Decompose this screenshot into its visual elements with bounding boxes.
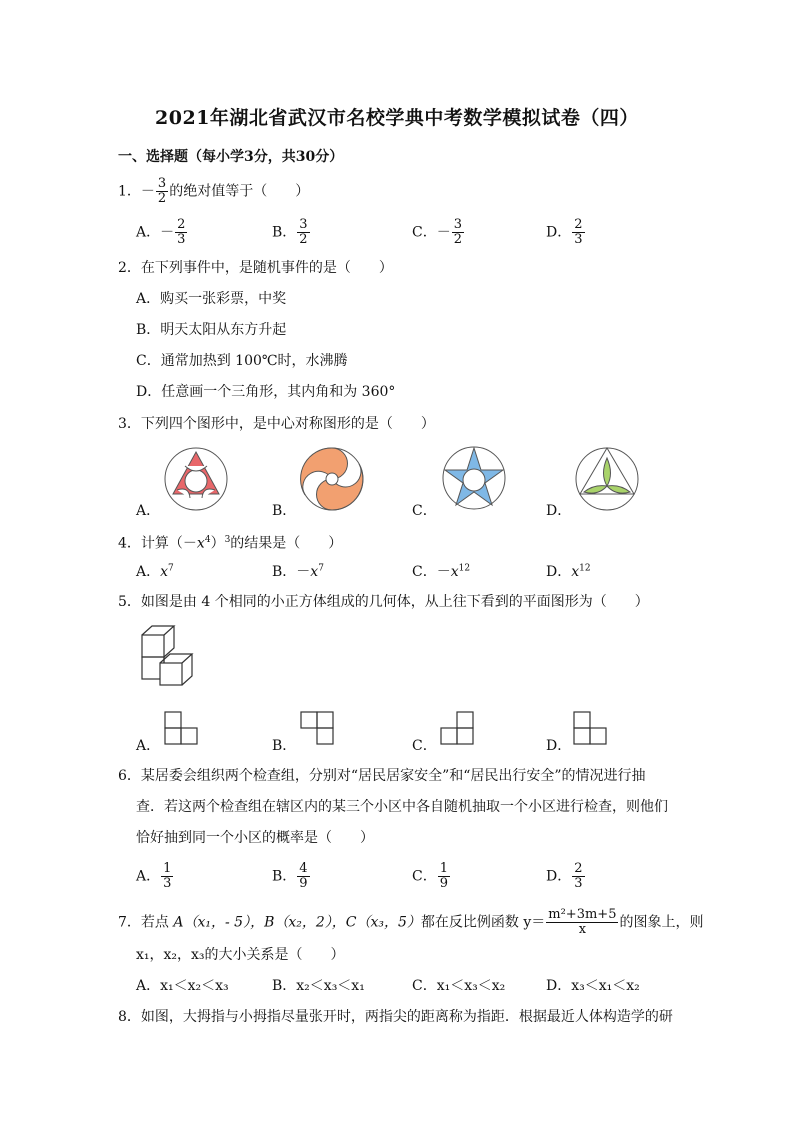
q5-figure-c (440, 711, 474, 745)
section-heading: 一、选择题（每小学3分，共30分） (118, 149, 344, 165)
question-4: 4．计算$(-x^4)^3$的结果是（ ） (118, 535, 343, 552)
question-6-line-2: 查．若这两个检查组在辖区内的某三个小区中各自随机抽取一个小区进行检查，则他们 (136, 799, 668, 815)
q3-figure-b (299, 446, 365, 512)
q5-cube-figure (138, 623, 206, 693)
question-7-line-1: 7．若点 A（x₁，- 5），B（x₂，2），C（x₃，5）都在反比例函数 y＝ $\frac{\text{m²+3m+5}}{x}$ 的图象上，则 (118, 907, 704, 937)
q1-option-d[interactable]: D． $\frac{2}{3}$ (546, 217, 583, 247)
question-3: 3．下列四个图形中，是中心对称图形的是（ ） (118, 416, 435, 432)
q4-option-a[interactable]: A．$x^7$ (136, 563, 174, 580)
q1-option-c[interactable]: C．－ $\frac{3}{2}$ (412, 217, 462, 247)
q3-option-d[interactable]: D． (546, 503, 572, 519)
q6-option-c[interactable]: C． $\frac{1}{9}$ (412, 861, 448, 891)
question-7-line-2: x₁，x₂，x₃的大小关系是（ ） (136, 947, 345, 963)
q4-option-c[interactable]: C．$-x^{12}$ (412, 563, 471, 580)
q3-figure-c (440, 444, 508, 512)
q2-option-b[interactable]: B．明天太阳从东方升起 (136, 322, 287, 338)
exam-title: 2021年湖北省武汉市名校学典中考数学模拟试卷（四） (155, 107, 639, 129)
function-fraction: $\frac{\text{m²+3m+5}}{x}$ (548, 907, 617, 937)
fraction: $\frac{3}{2}$ (157, 176, 167, 206)
q5-option-a[interactable]: A． (136, 738, 161, 754)
q3-option-c[interactable]: C． (412, 503, 437, 519)
question-2: 2．在下列事件中，是随机事件的是（ ） (118, 260, 393, 276)
q7-option-d[interactable]: D．x₃＜x₁＜x₂ (546, 978, 640, 994)
q2-option-c[interactable]: C．通常加热到 100℃时，水沸腾 (136, 353, 348, 369)
q2-option-d[interactable]: D．任意画一个三角形，其内角和为 360° (136, 384, 396, 400)
q5-figure-d (573, 711, 607, 745)
q5-figure-b (300, 711, 334, 745)
q3-option-a[interactable]: A． (136, 503, 161, 519)
q1-option-a[interactable]: A．－ $\frac{2}{3}$ (136, 217, 186, 247)
q3-figure-d (574, 446, 640, 512)
question-8: 8．如图，大拇指与小拇指尽量张开时，两指尖的距离称为指距．根据最近人体构造学的研 (118, 1009, 673, 1025)
q6-option-a[interactable]: A． $\frac{1}{3}$ (136, 861, 172, 891)
q5-option-c[interactable]: C． (412, 738, 437, 754)
q1-option-b[interactable]: B． $\frac{3}{2}$ (272, 217, 308, 247)
q3-figure-a (163, 446, 229, 512)
q5-option-b[interactable]: B． (272, 738, 297, 754)
q7-option-c[interactable]: C．x₁＜x₃＜x₂ (412, 978, 506, 994)
q7-option-a[interactable]: A．x₁＜x₂＜x₃ (136, 978, 229, 994)
question-6-line-3: 恰好抽到同一个小区的概率是（ ） (136, 830, 374, 846)
question-6-line-1: 6．某居委会组织两个检查组，分别对“居民居家安全”和“居民出行安全”的情况进行抽 (118, 768, 646, 784)
question-5: 5．如图是由 4 个相同的小正方体组成的几何体，从上往下看到的平面图形为（ ） (118, 594, 649, 610)
q6-option-b[interactable]: B． $\frac{4}{9}$ (272, 861, 308, 891)
q5-figure-a (164, 711, 198, 745)
q5-option-d[interactable]: D． (546, 738, 572, 754)
q7-option-b[interactable]: B．x₂＜x₃＜x₁ (272, 978, 365, 994)
q4-option-d[interactable]: D．$x^{12}$ (546, 563, 591, 580)
q4-option-b[interactable]: B．$-x^7$ (272, 563, 324, 580)
q3-option-b[interactable]: B． (272, 503, 297, 519)
question-1: 1．－ $\frac{3}{2}$ 的绝对值等于（ ） (118, 176, 310, 206)
q6-option-d[interactable]: D． $\frac{2}{3}$ (546, 861, 583, 891)
q2-option-a[interactable]: A．购买一张彩票，中奖 (136, 291, 287, 307)
